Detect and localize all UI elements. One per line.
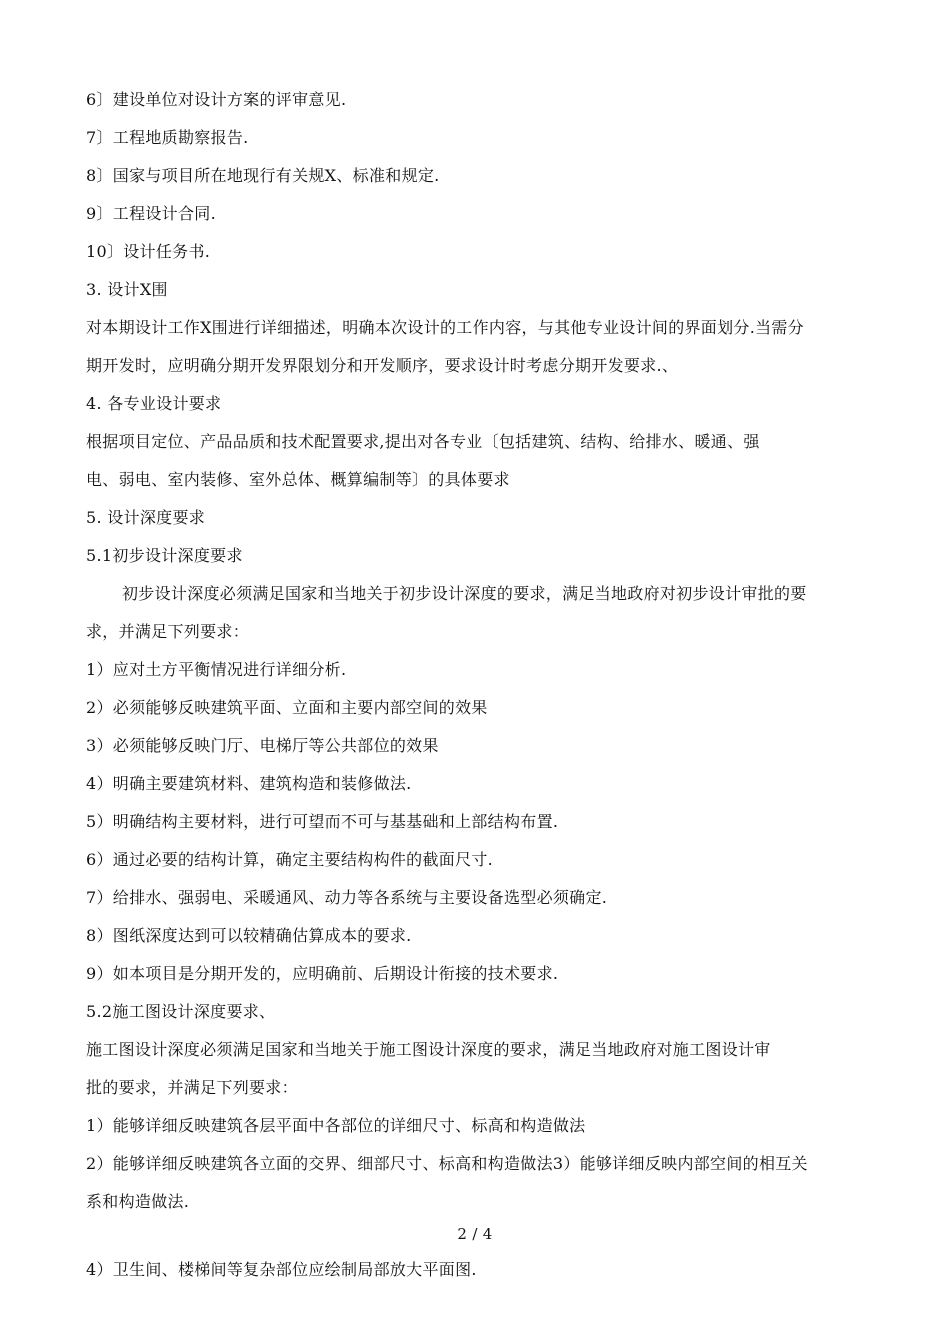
text-line: 8〕国家与项目所在地现行有关规X、标准和规定. [86, 166, 440, 185]
text-line: 10〕设计任务书. [86, 242, 211, 261]
list-item: 2）能够详细反映建筑各立面的交界、细部尺寸、标高和构造做法3）能够详细反映内部空间的相互关 [86, 1154, 808, 1173]
subsection-heading: 5.2施工图设计深度要求、 [86, 1002, 276, 1021]
list-item: 2）必须能够反映建筑平面、立面和主要内部空间的效果 [86, 698, 488, 717]
section-heading: 4. 各专业设计要求 [86, 394, 222, 413]
paragraph-line: 批的要求，并满足下列要求： [86, 1078, 298, 1097]
page-number: 2 / 4 [457, 1225, 493, 1243]
text-line: 7〕工程地质勘察报告. [86, 128, 249, 147]
list-item: 1）能够详细反映建筑各层平面中各部位的详细尺寸、标高和构造做法 [86, 1116, 586, 1135]
text-line: 6〕建设单位对设计方案的评审意见. [86, 90, 347, 109]
list-item: 6）通过必要的结构计算，确定主要结构构件的截面尺寸. [86, 850, 494, 869]
paragraph-line: 期开发时，应明确分期开发界限划分和开发顺序，要求设计时考虑分期开发要求.、 [86, 356, 679, 375]
list-item: 3）必须能够反映门厅、电梯厅等公共部位的效果 [86, 736, 439, 755]
text-line: 9〕工程设计合同. [86, 204, 216, 223]
paragraph-line: 初步设计深度必须满足国家和当地关于初步设计深度的要求，满足当地政府对初步设计审批的要 [122, 584, 807, 603]
paragraph-line: 对本期设计工作X围进行详细描述，明确本次设计的工作内容，与其他专业设计间的界面划分.当需分 [86, 318, 804, 337]
paragraph-line: 施工图设计深度必须满足国家和当地关于施工图设计深度的要求，满足当地政府对施工图设计审 [86, 1040, 771, 1059]
list-item: 4）明确主要建筑材料、建筑构造和装修做法. [86, 774, 412, 793]
section-heading: 5. 设计深度要求 [86, 508, 206, 527]
list-item: 7）给排水、强弱电、采暖通风、动力等各系统与主要设备选型必须确定. [86, 888, 608, 907]
paragraph-line: 求，并满足下列要求： [86, 622, 250, 641]
paragraph-line: 电、弱电、室内装修、室外总体、概算编制等〕的具体要求 [86, 470, 510, 489]
list-item: 9）如本项目是分期开发的，应明确前、后期设计衔接的技术要求. [86, 964, 559, 983]
section-heading: 3. 设计X围 [86, 280, 168, 299]
list-item: 1）应对土方平衡情况进行详细分析. [86, 660, 347, 679]
list-item: 8）图纸深度达到可以较精确估算成本的要求. [86, 926, 412, 945]
list-item: 4）卫生间、楼梯间等复杂部位应绘制局部放大平面图. [86, 1260, 477, 1279]
paragraph-line: 根据项目定位、产品品质和技术配置要求,提出对各专业〔包括建筑、结构、给排水、暖通、强 [86, 432, 760, 451]
list-item: 系和构造做法. [86, 1192, 190, 1211]
list-item: 5）明确结构主要材料，进行可望而不可与基基础和上部结构布置. [86, 812, 559, 831]
subsection-heading: 5.1初步设计深度要求 [86, 546, 243, 565]
